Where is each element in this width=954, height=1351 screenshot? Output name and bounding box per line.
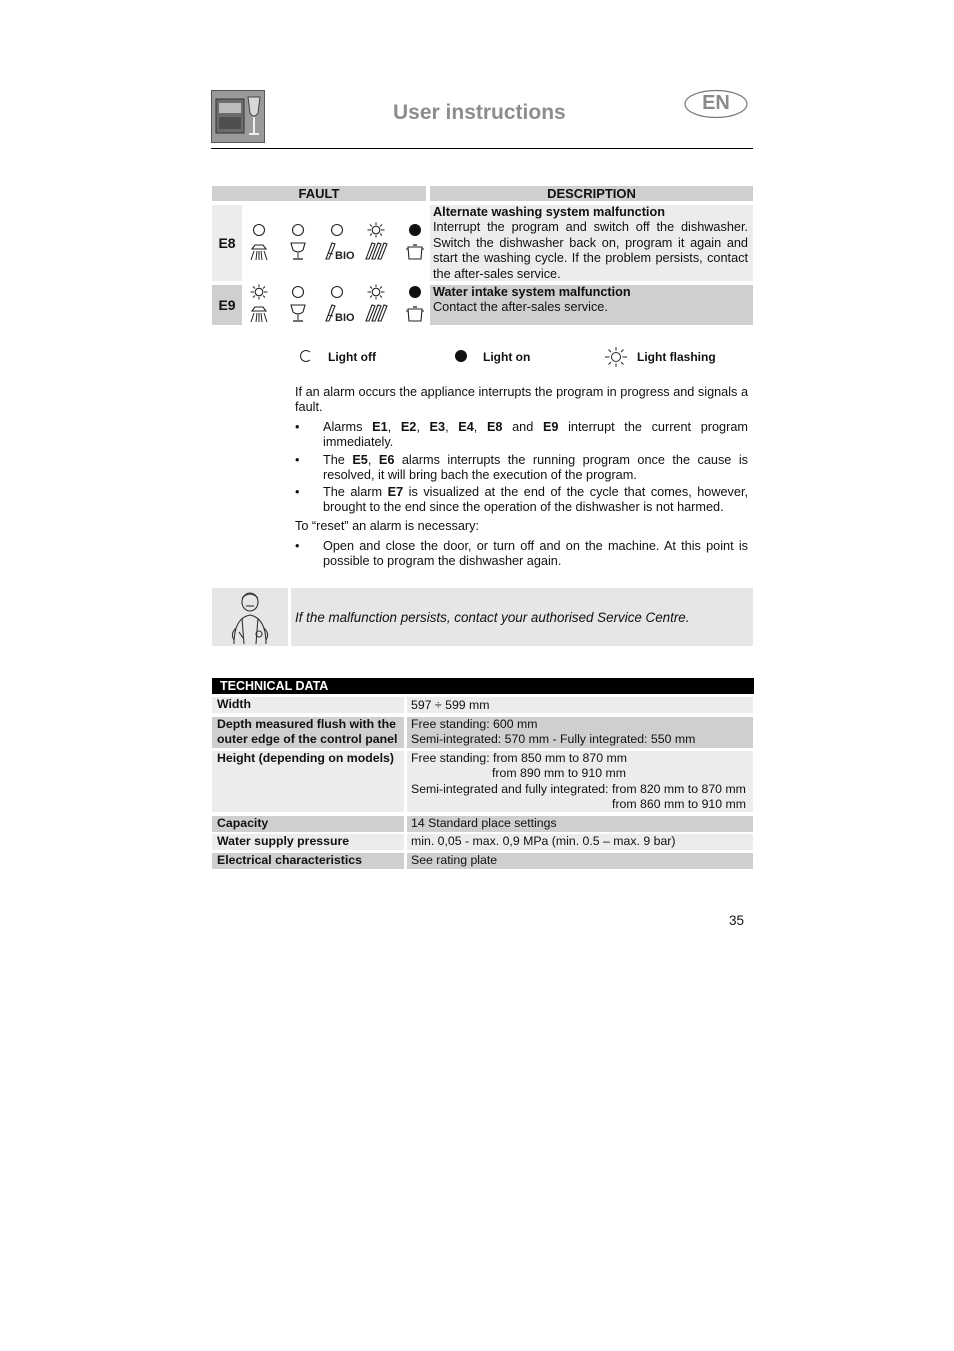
bullet-e7 (295, 485, 748, 516)
light-flashing-icon (366, 284, 386, 300)
indicator-column (240, 222, 279, 261)
light-off-icon (329, 222, 345, 238)
reset-intro-text: To “reset” an alarm is necessary: (295, 519, 480, 533)
svg-text:BIO: BIO (334, 312, 355, 324)
alarm-intro-text: If an alarm occurs the appliance interrupts the program in progress and signals a fault. (295, 385, 748, 415)
bullet-marker: • (295, 485, 300, 499)
light-off-icon (251, 222, 267, 238)
light-on-icon (454, 349, 470, 368)
legend-light-on: Light on (483, 350, 531, 364)
bullet-e5-e6 (295, 453, 748, 484)
intensive-wash-icon (248, 241, 270, 261)
legend-light-off: Light off (328, 350, 376, 364)
light-flashing-icon (249, 284, 269, 300)
intensive-wash-icon (248, 303, 270, 323)
depth-label: Depth measured flush with the outer edge of the control panel (212, 717, 404, 748)
bullet-marker: • (295, 539, 300, 553)
width-value: 597 ÷ 599 mm (407, 697, 753, 713)
service-centre-note: If the malfunction persists, contact your authorised Service Centre. (291, 588, 753, 646)
indicator-column (356, 284, 395, 323)
height-label: Height (depending on models) (212, 751, 404, 812)
eco-bio-icon (324, 303, 355, 324)
capacity-value: 14 Standard place settings (407, 816, 753, 832)
bullet-reset (295, 539, 748, 570)
bullet-text: The alarm E7 is visualized at the end of the cycle that comes, however, brought to the end since the operation of the dishwasher is not harmed. (323, 485, 749, 515)
e8-description (430, 205, 753, 281)
indicator-column (240, 284, 279, 323)
description-column-header: DESCRIPTION (430, 186, 753, 201)
indicator-column (395, 222, 434, 261)
cutlery-icon (363, 303, 389, 323)
electrical-label: Electrical characteristics (212, 853, 404, 869)
indicator-column (279, 284, 318, 323)
light-on-icon (407, 284, 423, 300)
e8-title: Alternate washing system malfunction (433, 205, 665, 219)
light-off-icon (290, 222, 306, 238)
light-off-icon (290, 284, 306, 300)
svg-text:BIO: BIO (334, 250, 355, 262)
light-on-icon (407, 222, 423, 238)
bullet-marker: • (295, 420, 300, 434)
language-code: EN (702, 92, 730, 114)
page-title: User instructions (393, 101, 566, 124)
bullet-immediate-alarms (295, 420, 748, 451)
indicator-column (356, 222, 395, 261)
pressure-value: min. 0,05 - max. 0,9 MPa (min. 0.5 – max. 9 bar) (407, 834, 753, 850)
indicator-column (318, 222, 357, 261)
e9-description (430, 285, 753, 325)
glass-icon (287, 241, 309, 261)
bullet-marker: • (295, 453, 300, 467)
e9-text: Contact the after-sales service. (433, 300, 608, 315)
eco-bio-icon (324, 241, 355, 262)
e9-title: Water intake system malfunction (433, 285, 631, 299)
width-label: Width (212, 697, 404, 713)
glass-icon (287, 303, 309, 323)
indicator-column (395, 284, 434, 323)
fault-column-header: FAULT (212, 186, 426, 201)
capacity-label: Capacity (212, 816, 404, 832)
technician-icon (212, 588, 288, 646)
pressure-label: Water supply pressure (212, 834, 404, 850)
e8-indicator-lights (240, 222, 434, 261)
dishwasher-logo-icon (211, 90, 265, 143)
cutlery-icon (363, 241, 389, 261)
technical-data-heading: TECHNICAL DATA (212, 678, 754, 694)
height-value: Free standing: from 850 mm to 870 mm from 890 mm to 910 mm Semi-integrated and fully integrated: from 820 mm to 870 mm from 860 mm to 910 mm (407, 751, 753, 812)
light-off-icon (329, 284, 345, 300)
depth-value: Free standing: 600 mm Semi-integrated: 570 mm - Fully integrated: 550 mm (407, 717, 753, 748)
light-flashing-icon (604, 346, 628, 373)
indicator-column (318, 284, 357, 323)
bullet-text: The E5, E6 alarms interrupts the running program once the cause is resolved, it will bring bach the execution of the program. (323, 453, 748, 483)
electrical-value: See rating plate (407, 853, 753, 869)
language-badge (684, 89, 748, 119)
pot-icon (404, 303, 426, 323)
header-divider (211, 148, 753, 149)
bullet-text: Open and close the door, or turn off and on the machine. At this point is possible to program the dishwasher again. (323, 539, 748, 569)
indicator-column (279, 222, 318, 261)
fault-code-e8: E8 (212, 205, 242, 281)
bullet-text: Alarms E1, E2, E3, E4, E8 and E9 interrupt the current program immediately. (323, 420, 748, 450)
pot-icon (404, 241, 426, 261)
page-number: 35 (729, 913, 745, 928)
e8-text: Interrupt the program and switch off the dishwasher. Switch the dishwasher back on, program it again and start the washing cycle. If the problem persists, contact the after-sales service. (433, 220, 748, 281)
light-off-icon (298, 349, 314, 368)
legend-light-flashing: Light flashing (637, 350, 716, 364)
fault-code-e9: E9 (212, 285, 242, 325)
light-flashing-icon (366, 222, 386, 238)
e9-indicator-lights (240, 284, 434, 323)
